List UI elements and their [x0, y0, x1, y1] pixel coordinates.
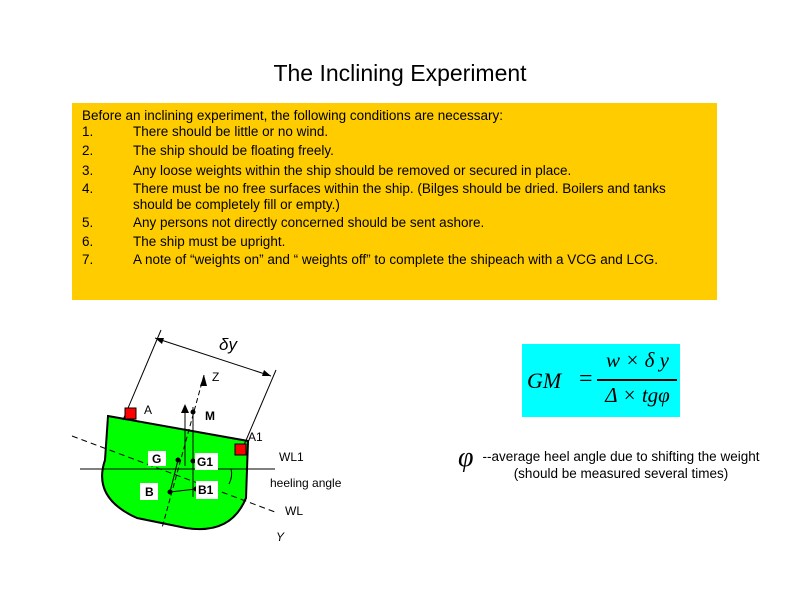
z-label: Z [212, 370, 220, 384]
condition-text: Any persons not directly concerned should be sent ashore. [133, 215, 485, 230]
phi-description: --average heel angle due to shifting the weight (should be measured several times) [482, 449, 760, 481]
weight-a [125, 408, 136, 419]
weight-a1 [235, 444, 246, 455]
g1-label: G1 [197, 455, 214, 469]
weight-arrow-head [181, 404, 189, 413]
a-label: A [144, 403, 153, 417]
y-label: Y [276, 530, 285, 544]
a1-label: A1 [248, 430, 263, 444]
g1-point [191, 459, 196, 464]
condition-number: 7. [82, 252, 94, 267]
g-point [176, 458, 181, 463]
conditions-intro: Before an inclining experiment, the following conditions are necessary: [82, 108, 503, 123]
page-title: The Inclining Experiment [273, 60, 527, 86]
gm-formula [522, 344, 680, 417]
delta-y-label: δy [219, 335, 237, 354]
b-point [168, 490, 173, 495]
condition-text: The ship must be upright. [133, 234, 286, 249]
condition-number: 3. [82, 163, 94, 178]
condition-number: 5. [82, 215, 94, 230]
condition-number: 4. [82, 181, 94, 196]
dimension-extension-left [123, 330, 161, 420]
phi-symbol: φ [458, 442, 474, 473]
wl1-label: WL1 [279, 450, 304, 464]
formula-denominator: Δ × tgφ [605, 383, 670, 407]
m-point [191, 410, 196, 415]
condition-number: 6. [82, 234, 94, 249]
wl-label: WL [285, 504, 303, 518]
condition-number: 2. [82, 143, 94, 158]
condition-number: 1. [82, 124, 94, 139]
condition-text: Any loose weights within the ship should be removed or secured in place. [133, 163, 572, 178]
dimension-arrow-right [262, 370, 271, 376]
g-label: G [152, 452, 162, 466]
heeling-angle-label: heeling angle [270, 476, 342, 490]
z-axis-arrow [200, 375, 207, 386]
condition-text: A note of “weights on” and “ weights off” to complete the shipeach with a VCG and LCG. [133, 252, 659, 267]
b-label: B [145, 485, 154, 499]
fraction-bar [597, 379, 677, 381]
formula-equals: = [579, 366, 593, 392]
b1-label: B1 [198, 483, 214, 497]
formula-numerator: w × δ y [605, 348, 669, 372]
m-label: M [205, 409, 215, 423]
condition-text: The ship should be floating freely. [133, 143, 334, 158]
condition-text: There must be no free surfaces within the ship. (Bilges should be dried. Boilers and tanks should be completely fill or empty.) [133, 181, 666, 212]
formula-lhs: GM [527, 368, 562, 393]
condition-text: There should be little or no wind. [133, 124, 329, 139]
